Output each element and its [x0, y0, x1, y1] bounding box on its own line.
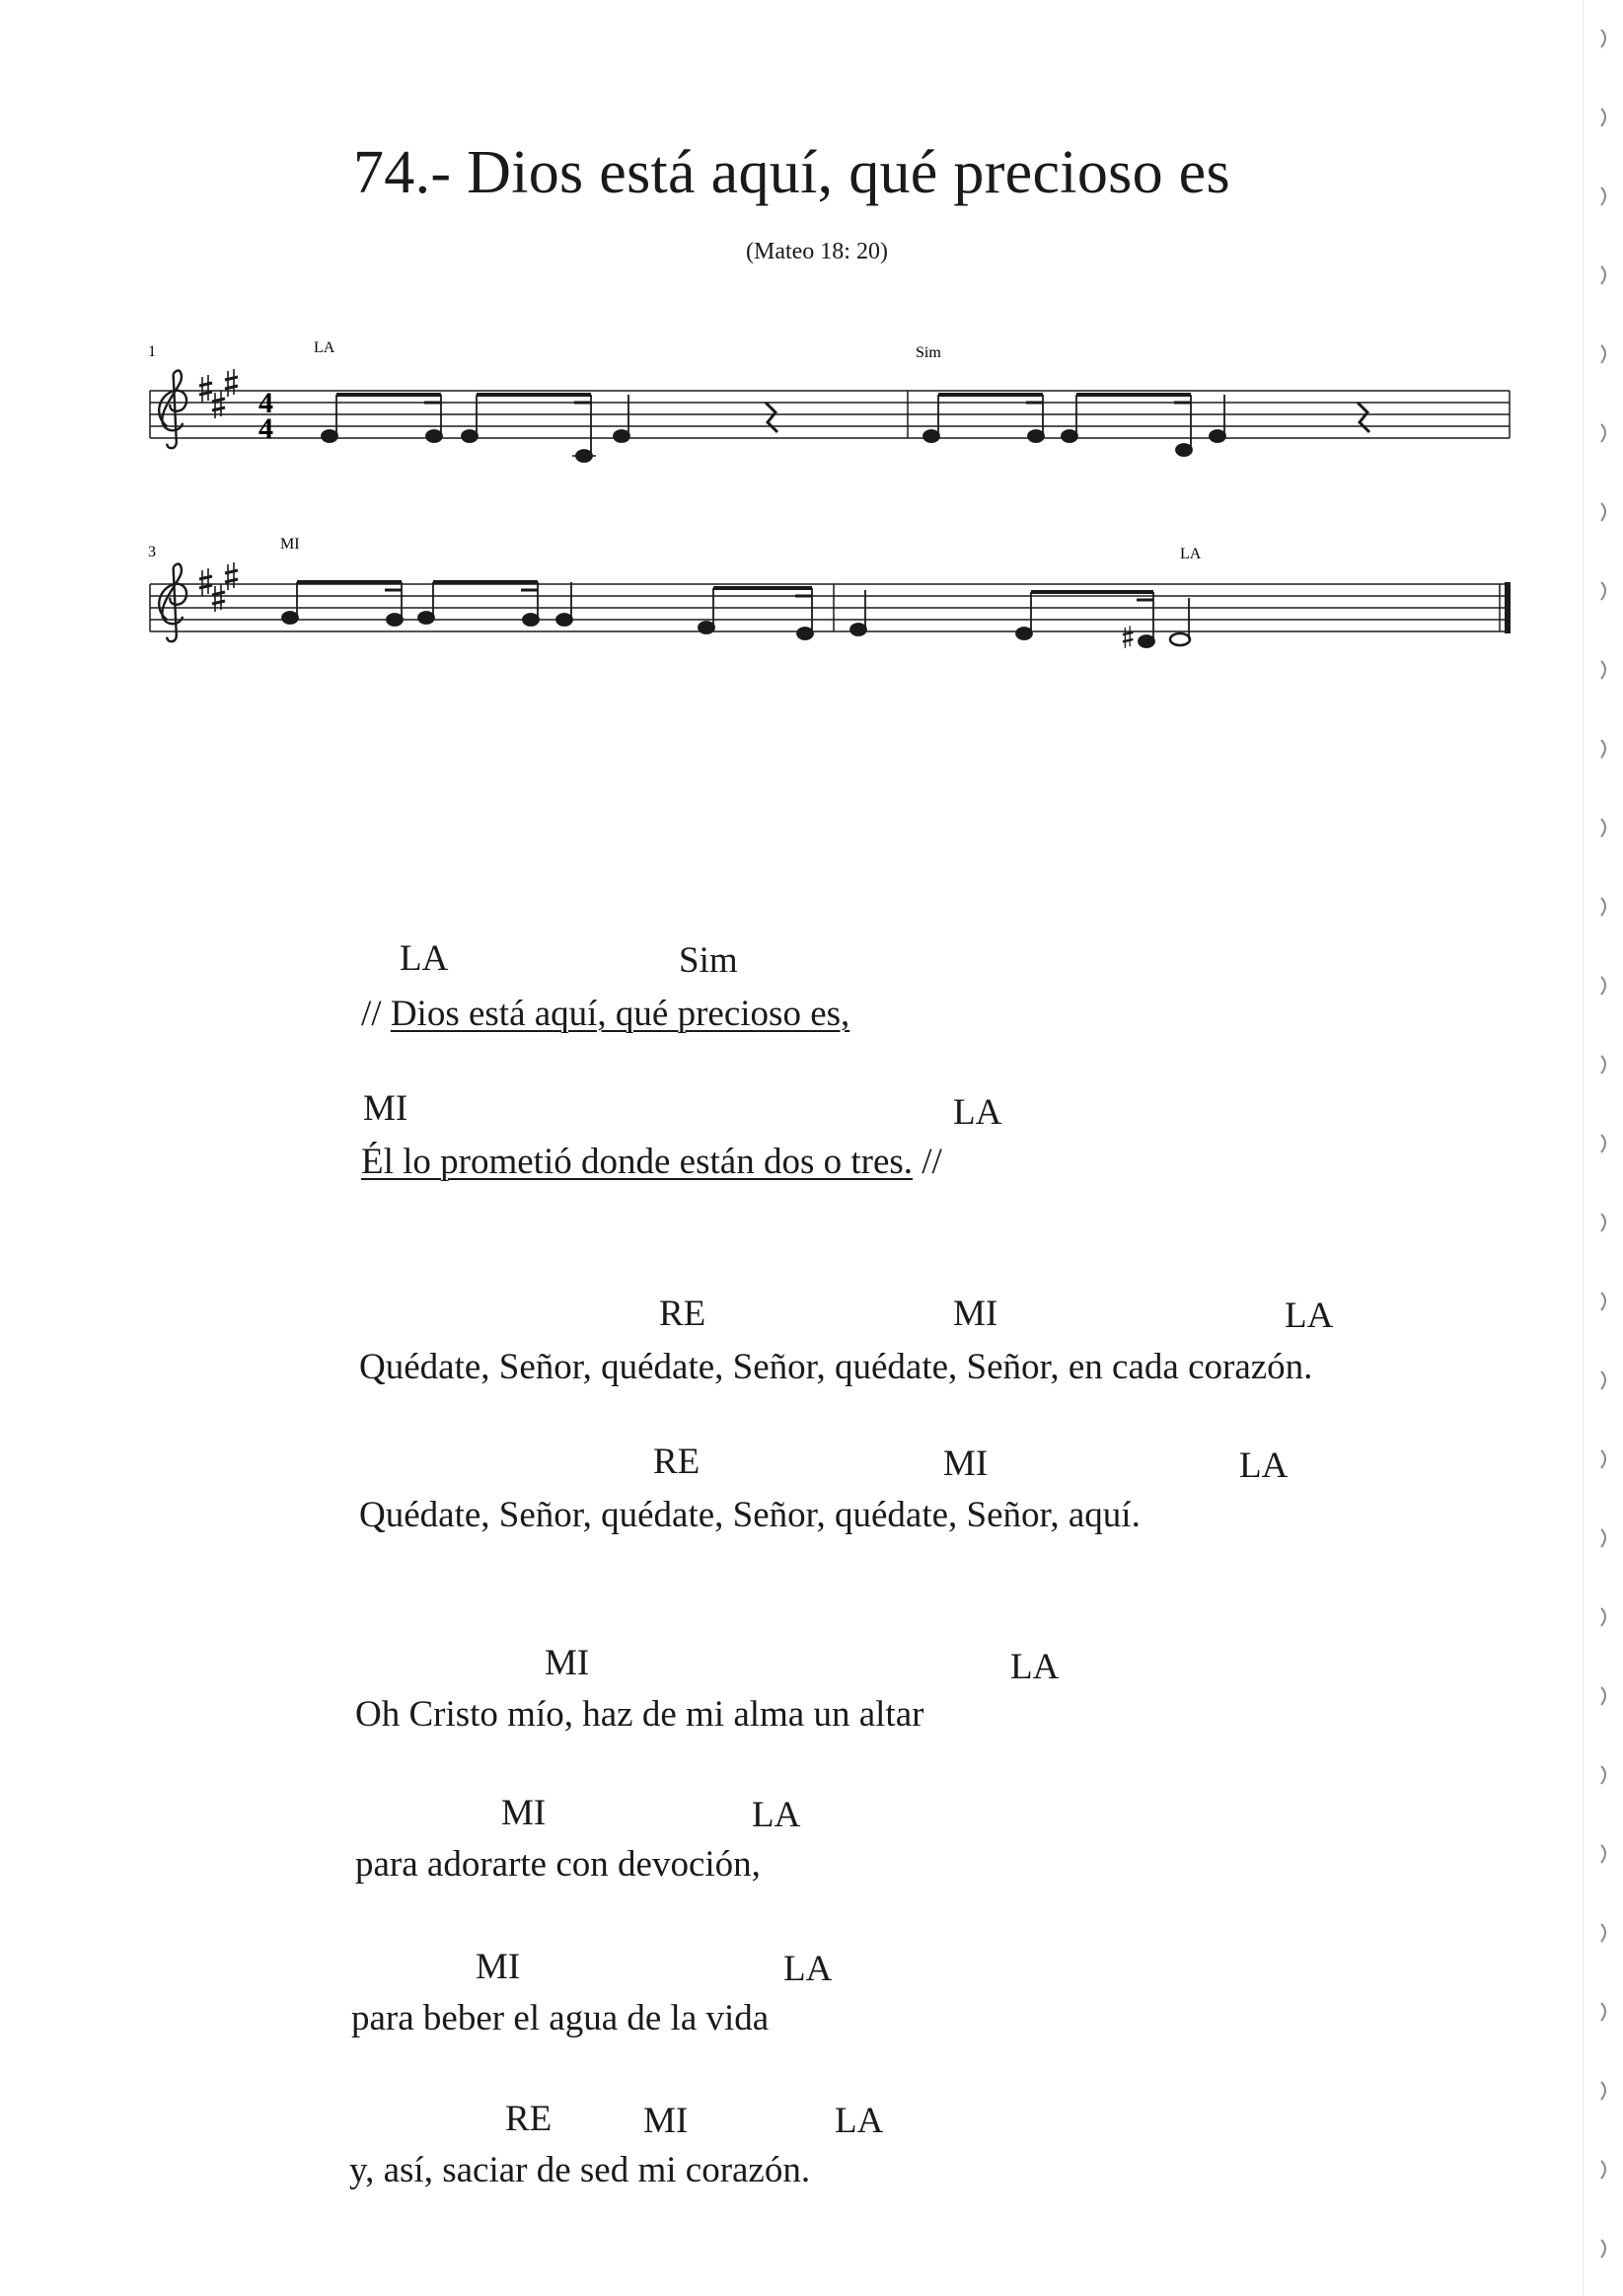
chord-label: MI — [363, 1088, 408, 1129]
chord-label: LA — [1239, 1445, 1289, 1486]
chord-label: LA — [400, 938, 449, 979]
chord-label: RE — [505, 2099, 553, 2139]
measure-number: 1 — [148, 343, 156, 360]
chord-symbol: MI — [280, 536, 300, 553]
music-score — [0, 0, 1623, 750]
chord-label: LA — [953, 1092, 1002, 1133]
note-group — [322, 395, 777, 462]
staff-system-2 — [148, 536, 1510, 648]
chord-label: LA — [783, 1949, 833, 1989]
spiral-binding — [1584, 0, 1623, 2296]
lyric-line: Quédate, Señor, quédate, Señor, quédate, Señor, aquí. — [359, 1495, 1141, 1535]
chord-label: MI — [545, 1643, 590, 1683]
staff-system-1 — [148, 339, 1510, 462]
lyric-line: para beber el agua de la vida — [351, 1998, 770, 2038]
repeat-mark: // — [361, 994, 391, 1034]
chord-label: MI — [643, 2101, 689, 2141]
chord-label: RE — [653, 1442, 701, 1482]
song-title: 74.- Dios está aquí, qué precioso es — [353, 139, 1230, 206]
chord-label: LA — [752, 1795, 801, 1835]
lyric-text: Dios está aquí, qué precioso es, — [390, 994, 850, 1034]
chord-label: MI — [476, 1947, 521, 1987]
note-group — [923, 395, 1369, 456]
lyric-line: Quédate, Señor, quédate, Señor, quédate, Señor, en cada corazón. — [359, 1347, 1313, 1387]
lyric-text: Él lo prometió donde están dos o tres. — [361, 1142, 914, 1182]
chord-label: RE — [659, 1294, 706, 1334]
lyric-line: Oh Cristo mío, haz de mi alma un altar — [355, 1694, 924, 1735]
lyric-line — [361, 1141, 942, 1183]
lyric-line — [361, 993, 849, 1035]
chord-symbol: LA — [314, 339, 335, 356]
chord-label: MI — [501, 1793, 547, 1833]
chord-label: Sim — [679, 940, 738, 981]
scripture-reference: (Mateo 18: 20) — [746, 239, 888, 264]
chord-symbol: Sim — [916, 344, 941, 361]
measure-number: 3 — [148, 544, 156, 560]
chord-label: MI — [943, 1444, 989, 1484]
lyric-line: y, así, saciar de sed mi corazón. — [349, 2150, 811, 2190]
chord-label: MI — [953, 1294, 998, 1334]
chord-label: LA — [1285, 1296, 1334, 1336]
time-signature-top: 4 — [258, 387, 273, 419]
time-signature-bottom: 4 — [258, 412, 273, 445]
note-group — [282, 582, 1190, 647]
repeat-mark: // — [913, 1142, 942, 1182]
chord-label: LA — [835, 2101, 884, 2141]
chord-symbol: LA — [1180, 546, 1202, 562]
chord-label: LA — [1010, 1647, 1060, 1687]
lyric-line: para adorarte con devoción, — [355, 1844, 761, 1885]
